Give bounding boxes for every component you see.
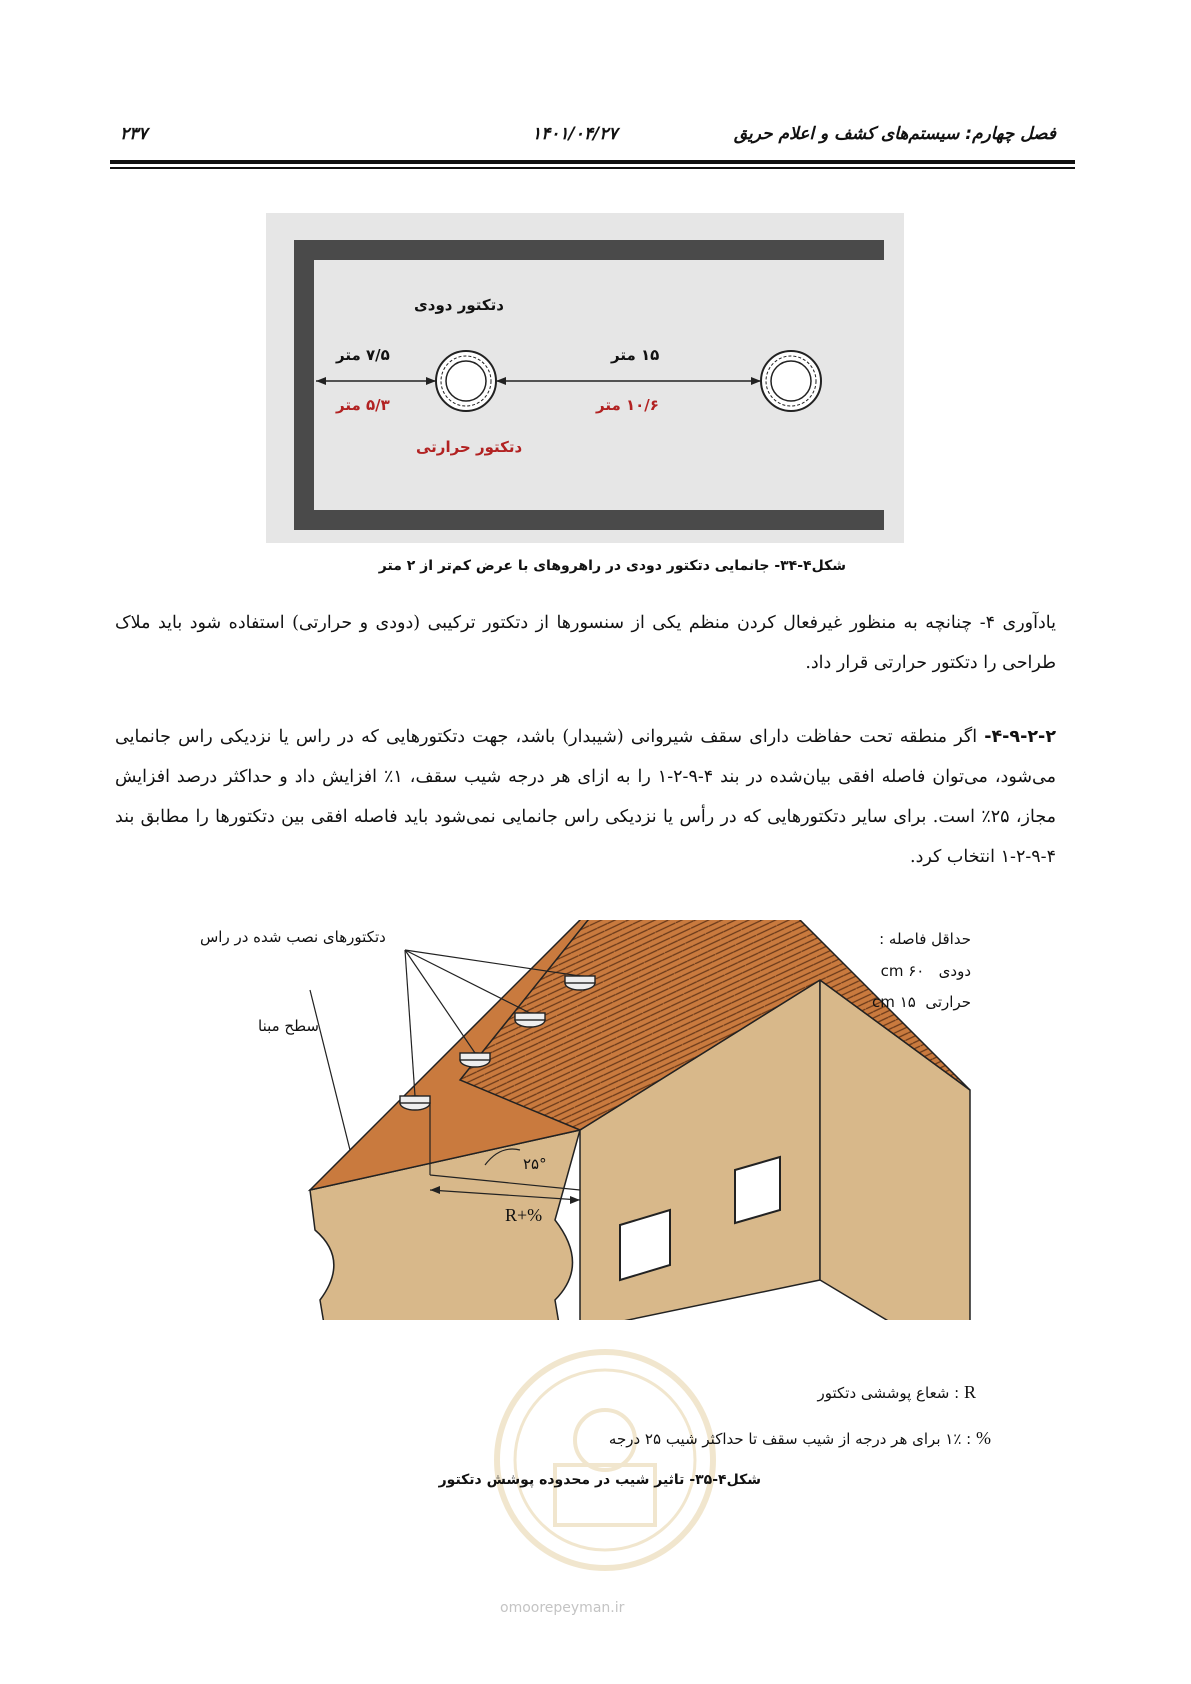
label-heat-side-distance: ۵/۳ متر <box>336 396 390 414</box>
heat-min-label: حرارتی <box>925 993 971 1011</box>
smoke-min-value: ۶۰ cm <box>880 962 925 980</box>
section-number: ۴-۹-۲-۲- <box>984 727 1056 747</box>
label-ridge-detectors: دتکتورهای نصب شده در راس <box>200 928 386 946</box>
smoke-min-label: دودی <box>938 962 971 980</box>
legend-percent <box>609 1428 991 1449</box>
legend-r-symbol: R <box>963 1382 976 1402</box>
label-heat-spacing: ۱۰/۶ متر <box>596 396 659 414</box>
figure-2-caption: شکل۴-۳۵- تاثیر شیب در محدوده پوشش دتکتور <box>438 1472 761 1488</box>
legend-radius <box>817 1382 976 1403</box>
stamp-logo <box>490 1345 720 1575</box>
corridor-diagram <box>266 213 904 543</box>
heat-min-distance <box>872 993 971 1011</box>
label-smoke-side-distance: ۷/۵ متر <box>336 346 390 364</box>
label-smoke-detector: دتکتور دودی <box>414 296 504 314</box>
corridor-bottom-wall <box>294 510 884 530</box>
min-distance-title: حداقل فاصله : <box>879 930 971 948</box>
header-date: ۱۴۰۱/۰۴/۲۷ <box>532 124 618 144</box>
watermark-url: omoorepeyman.ir <box>500 1600 625 1616</box>
label-heat-detector: دتکتور حرارتی <box>416 438 523 456</box>
figure-1-caption: شکل۴-۳۴- جانمایی دتکتور دودی در راهروهای با عرض کم‌تر از ۲ متر <box>378 558 846 574</box>
corridor-end-wall <box>294 240 314 530</box>
legend-r-text: : شعاع پوششی دتکتور <box>817 1384 960 1402</box>
sloped-roof-diagram <box>200 920 1020 1320</box>
label-radius: R+% <box>505 1205 543 1225</box>
figure-corridor-spacing <box>266 213 904 543</box>
legend-pct-text: : ۱٪ برای هر درجه از شیب سقف تا حداکثر شیب ۲۵ درجه <box>608 1430 972 1448</box>
smoke-min-distance <box>881 962 971 980</box>
corridor-top-wall <box>294 240 884 260</box>
label-smoke-spacing: ۱۵ متر <box>611 346 660 364</box>
header-rule-thick <box>110 160 1075 164</box>
label-base-surface: سطح مبنا <box>258 1017 319 1035</box>
label-angle: ۲۵° <box>523 1155 547 1173</box>
detector-circle-1 <box>436 351 496 411</box>
detector-circle-2 <box>761 351 821 411</box>
page-number: ۲۳۷ <box>120 124 148 144</box>
section-text: اگر منطقه تحت حفاظت دارای سقف شیروانی (شیبدار) باشد، جهت دتکتورهایی که در راس یا نزدیکی راس جانمایی می‌شود، می‌توان فاصله افقی بیان‌شده در بند ۴-۹-۲-۱ را به ازای هر درجه شیب سقف، ۱٪ افزایش داد و حداکثر درصد افزایش مجاز، ۲۵٪ است. برای سایر دتکتورهایی که در رأس یا نزدیکی راس جانمایی نمی‌شود باید فاصله افقی بین دتکتورها را مطابق بند ۴-۹-۲-۱ انتخاب کرد. <box>115 727 1056 867</box>
note-paragraph: یادآوری ۴- چنانچه به منظور غیرفعال کردن منظم یکی از سنسورها از دتکتور ترکیبی (دودی و حرارتی) استفاده شود باید ملاک طراحی را دتکتور حرارتی قرار داد. <box>115 613 1056 673</box>
header-rule-thin <box>110 167 1075 169</box>
heat-min-value: ۱۵ cm <box>872 993 916 1011</box>
chapter-title: فصل چهارم: سیستم‌های کشف و اعلام حریق <box>733 124 1056 144</box>
legend-pct-symbol: % <box>976 1428 991 1448</box>
section-paragraph <box>115 717 1056 877</box>
figure-sloped-roof <box>200 920 1020 1320</box>
